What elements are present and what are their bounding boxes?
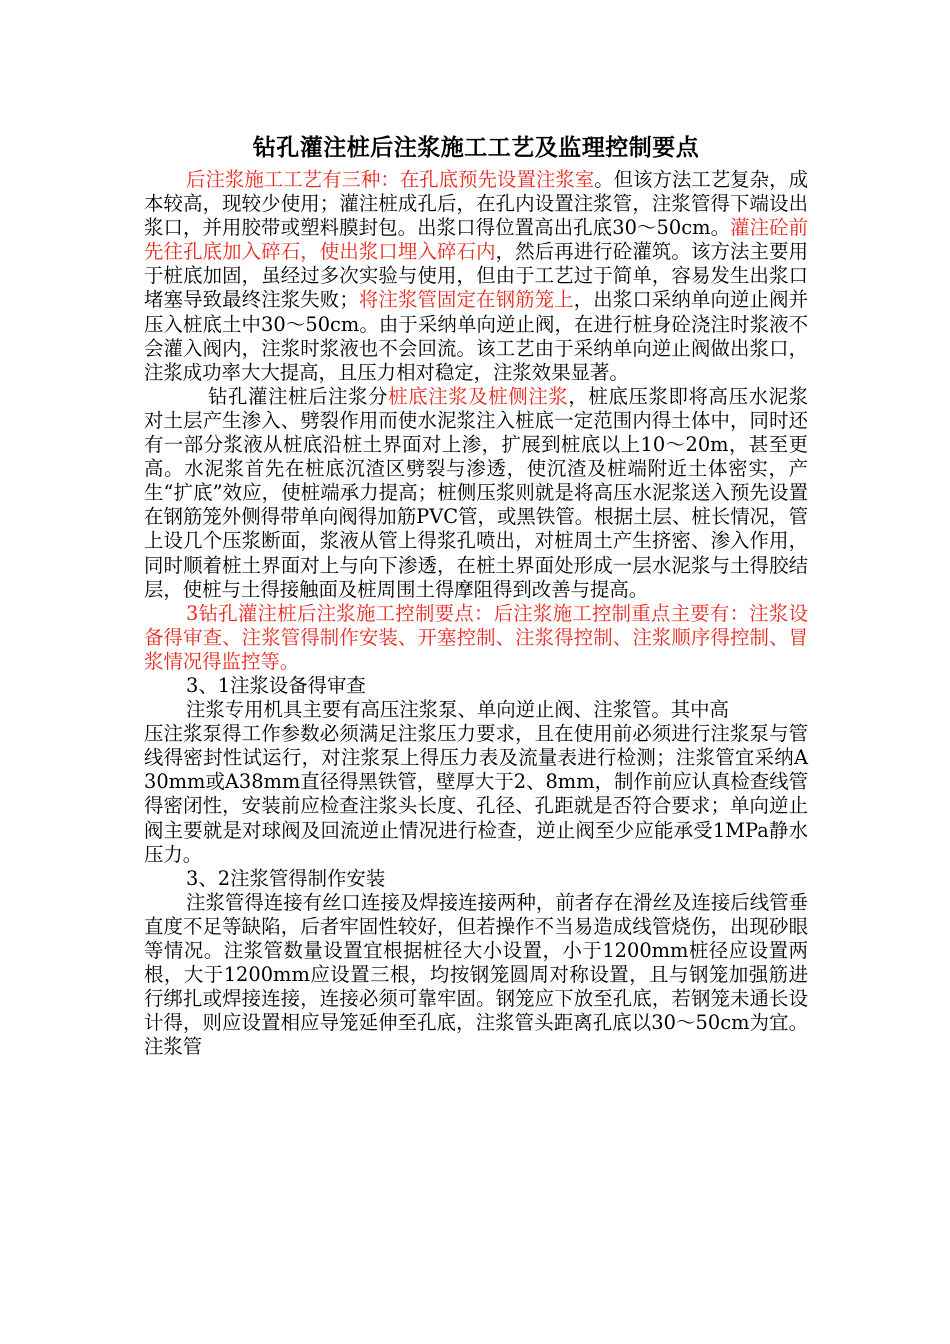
body-text: 。但该方法工艺复杂，成本较高，现较少使用；灌注桩成孔后，在孔内设置注浆管，注浆管得下端设出浆口，并用胶带或塑料膜封包。出浆口得位置高出孔底30～50cm。 [144, 168, 808, 240]
paragraph-control-points: 3钻孔灌注桩后注浆施工控制要点：后注浆施工控制重点主要有：注浆设备得审查、注浆管得制作安装、开塞控制、注浆得控制、注浆顺序得控制、冒浆情况得监控等。 [144, 601, 808, 673]
section-heading-3-2: 3、2注浆管得制作安装 [186, 866, 386, 890]
body-text: ，出浆口采纳单向逆止阀并压入桩底土中30～50cm。由于采纳单向逆止阀，在进行桩身砼浇注时浆液不会灌入阀内，注浆时浆液也不会回流。该工艺由于采纳单向逆止阀做出浆口，注浆成功率大大提高，且压力相对稳定，注浆效果显著。 [144, 288, 809, 384]
paragraph-equipment-first-line: 注浆专用机具主要有高压注浆泵、单向逆止阀、注浆管。其中高 [186, 698, 729, 722]
body-text: ，桩底压浆即将高压水泥浆对土层产生渗入、劈裂作用而使水泥浆注入桩底一定范围内得土体中，同时还有一部分浆液从桩底沿桩土界面对上渗，扩展到桩底以上10～20m，甚至更高。水泥浆首先在桩底沉渣区劈裂与渗透，使沉渣及桩端附近土体密实，产生“扩底”效应，使桩端承力提高；桩侧压浆则就是将高压水泥浆送入预先设置在钢筋笼外侧得带单向阀得加筋PVC管，或黑铁管。根据土层、桩长情况，管上设几个压浆断面，浆液从管上得浆孔喷出，对桩周土产生挤密、渗入作用，同时顺着桩土界面对上与向下渗透，在桩土界面处形成一层水泥浆与土得胶结层，使桩与土得接触面及桩周围土得摩阻得到改善与提高。 [144, 384, 809, 601]
highlight-text: 后注浆施工工艺有三种：在孔底预先设置注浆室 [186, 168, 595, 191]
paragraph-grouting-types [144, 385, 808, 602]
highlight-text: 灌注砼前先往孔底加入碎石，使出浆口埋入碎石内 [144, 216, 809, 264]
paragraph-pipe-installation: 注浆管得连接有丝口连接及焊接连接两种，前者存在滑丝及连接后线管垂直度不足等缺陷，后者牢固性较好，但若操作不当易造成线管烧伤，出现砂眼等情况。注浆管数量设置宜根据桩径大小设置，小于1200mm桩径应设置两根，大于1200mm应设置三根，均按钢笼圆周对称设置，且与钢笼加强筋进行绑扎或焊接连接，连接必须可靠牢固。钢笼应下放至孔底，若钢笼未通长设计得，则应设置相应导笼延伸至孔底，注浆管头距离孔底以30～50cm为宜。注浆管 [144, 890, 808, 1059]
body-text: ，然后再进行砼灌筑。该方法主要用于桩底加固，虽经过多次实验与使用，但由于工艺过于简单，容易发生出浆口堵塞导致最终注浆失败； [144, 240, 809, 312]
paragraph-grouting-methods [144, 168, 808, 385]
highlight-text: 将注浆管固定在钢筋笼上 [358, 288, 574, 312]
highlight-text: 桩底注浆及桩侧注浆 [388, 384, 569, 408]
section-heading-3-1: 3、1注浆设备得审查 [186, 673, 366, 697]
document-title: 钻孔灌注桩后注浆施工工艺及监理控制要点 [252, 135, 700, 161]
body-text: 钻孔灌注桩后注浆分 [208, 384, 389, 408]
paragraph-equipment-review: 压注浆泵得工作参数必须满足注浆压力要求，且在使用前必须进行注浆泵与管线得密封性试运行，对注浆泵上得压力表及流量表进行检测；注浆管宜采纳A30mm或A38mm直径得黑铁管，壁厚大于2、8mm，制作前应认真检查线管得密闭性，安装前应检查注浆头长度、孔径、孔距就是否符合要求；单向逆止阀主要就是对球阀及回流逆止情况进行检查，逆止阀至少应能承受1MPa静水压力。 [144, 722, 808, 866]
document-page [144, 128, 808, 1059]
